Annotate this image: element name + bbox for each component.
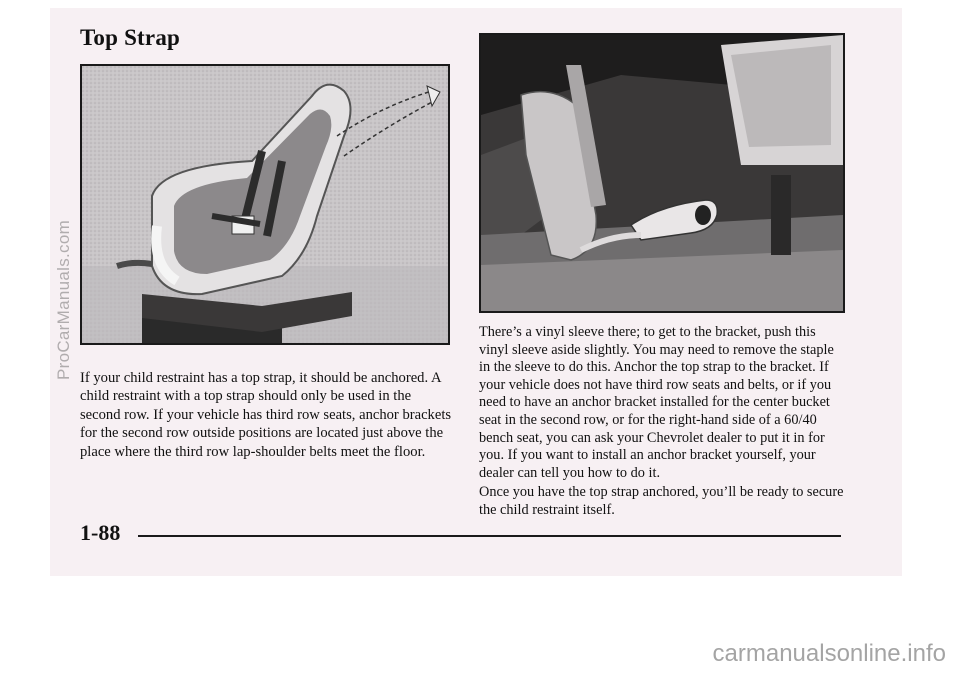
child-seat-photo [80,64,450,345]
right-paragraph-1: There’s a vinyl sleeve there; to get to the bracket, push this vinyl sleeve aside slightly. You may need to remove the staple in the sleeve to do this. Anchor the top strap to the bracket. If your vehicle does not have third row seats and belts, or if you need to have an anchor bracket installed for the center bucket seat in the second row, or for the right-hand side of a 60/40 bench seat, you can ask your Chevrolet dealer to put it in for you. If you want to install an anchor bracket yourself, your dealer can tell you how to do it. [479,324,834,481]
bottom-watermark: carmanualsonline.info [712,640,946,667]
left-paragraph: If your child restraint has a top strap, it should be anchored. A child restraint with a top strap should only be used in the second row. If your vehicle has third row seats, anchor brackets for the second row outside positions are located just above the place where the third row lap-shoulder belts meet the floor. [80,370,452,460]
right-paragraph-2: Once you have the top strap anchored, you’ll be ready to secure the child restraint itself. [479,484,844,518]
page-number: 1-88 [80,520,121,545]
side-watermark: ProCarManuals.com [54,219,73,380]
anchor-bracket-photo [479,33,845,313]
footer-rule [138,535,841,537]
section-heading: Top Strap [80,25,181,50]
